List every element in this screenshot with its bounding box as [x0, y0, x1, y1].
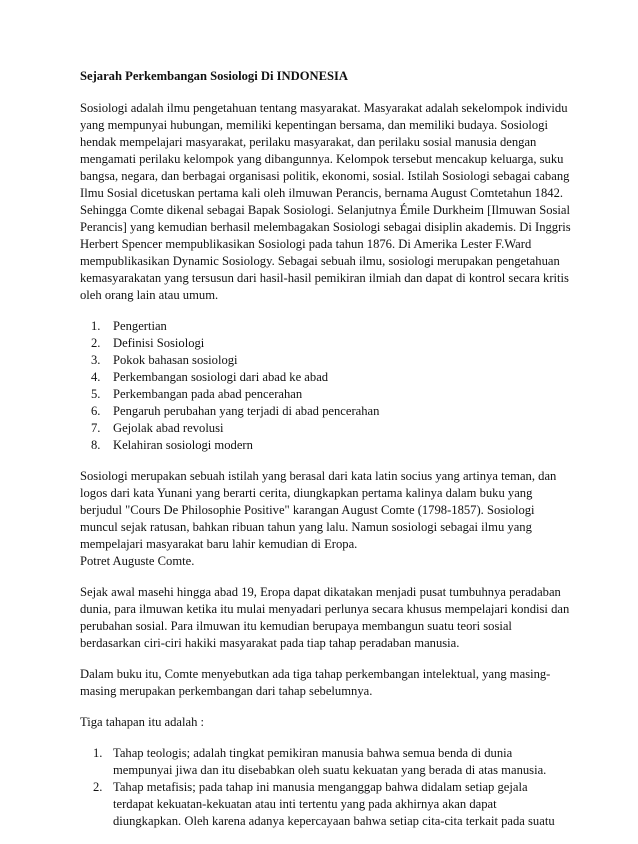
photo-caption: Potret Auguste Comte.	[80, 554, 195, 568]
masehi-line: dunia, para ilmuwan ketika itu mulai menyadari perlunya secara khusus mempelajari kondisi dan	[80, 602, 570, 616]
outline-text: Kelahiran sosiologi modern	[113, 438, 253, 452]
stage-item	[80, 779, 568, 830]
origin-line: mempelajari masyarakat baru lahir kemudian di Eropa.	[80, 537, 358, 551]
outline-item	[80, 369, 568, 386]
outline-number: 7.	[91, 421, 101, 435]
outline-text: Definisi Sosiologi	[113, 336, 205, 350]
stage-line: diungkapkan. Oleh karena adanya kepercayaan bahwa setiap cita-cita terkait pada suatu	[113, 814, 555, 828]
stage-line: mempunyai jiwa dan itu disebabkan oleh suatu kekuatan yang berada di atas manusia.	[113, 763, 547, 777]
stage-number: 2.	[93, 780, 103, 794]
masehi-paragraph	[80, 584, 568, 652]
outline-text: Perkembangan pada abad pencerahan	[113, 387, 303, 401]
outline-number: 6.	[91, 404, 101, 418]
outline-item	[80, 420, 568, 437]
outline-number: 5.	[91, 387, 101, 401]
masehi-line: Sejak awal masehi hingga abad 19, Eropa dapat dikatakan menjadi pusat tumbuhnya peradaban	[80, 585, 561, 599]
intro-line: Ilmu Sosial dicetuskan pertama kali oleh ilmuwan Perancis, bernama August Comtetahun 1842.	[80, 186, 564, 200]
stage-line: terdapat kekuatan-kekuatan atau inti tertentu yang pada akhirnya akan dapat	[113, 797, 497, 811]
origin-line: logos dari kata Yunani yang berarti cerita, diungkapkan pertama kalinya dalam buku yang	[80, 486, 533, 500]
outline-item	[80, 386, 568, 403]
outline-item	[80, 335, 568, 352]
intro-line: Herbert Spencer mempublikasikan Sosiologi pada tahun 1876. Di Amerika Lester F.Ward	[80, 237, 532, 251]
comte-line: masing merupakan perkembangan dari tahap sebelumnya.	[80, 684, 373, 698]
intro-line: Perancis] yang kemudian berhasil melembagakan Sosiologi sebagai disiplin akademis. Di Inggris	[80, 220, 571, 234]
outline-text: Pokok bahasan sosiologi	[113, 353, 238, 367]
stages-intro: Tiga tahapan itu adalah :	[80, 715, 205, 729]
outline-number: 4.	[91, 370, 101, 384]
outline-text: Perkembangan sosiologi dari abad ke abad	[113, 370, 329, 384]
outline-item	[80, 403, 568, 420]
intro-line: Sosiologi adalah ilmu pengetahuan tentang masyarakat. Masyarakat adalah sekelompok individu	[80, 101, 568, 115]
intro-line: kemasyarakatan yang tersusun dari hasil-hasil pemikiran ilmiah dan dapat di kontrol secara kritis	[80, 271, 569, 285]
stage-line: Tahap teologis; adalah tingkat pemikiran manusia bahwa semua benda di dunia	[113, 746, 513, 760]
intro-line: hendak mempelajari masyarakat, perilaku masyarakat, dan perilaku sosial manusia dengan	[80, 135, 537, 149]
stage-item	[80, 745, 568, 779]
origin-line: berjudul "Cours De Philosophie Positive" karangan August Comte (1798-1857). Sosiologi	[80, 503, 535, 517]
document-title: Sejarah Perkembangan Sosiologi Di INDONESIA	[80, 69, 348, 83]
origin-paragraph	[80, 468, 568, 570]
origin-line: Sosiologi merupakan sebuah istilah yang berasal dari kata latin socius yang artinya teman, dan	[80, 469, 557, 483]
intro-line: mempublikasikan Dynamic Sosiology. Sebagai sebuah ilmu, sosiologi merupakan pengetahuan	[80, 254, 560, 268]
intro-line: bangsa, negara, dan berbagai organisasi politik, ekonomi, sosial. Istilah Sosiologi sebagai cabang	[80, 169, 570, 183]
comte-paragraph	[80, 666, 568, 700]
outline-text: Pengertian	[113, 319, 167, 333]
comte-line: Dalam buku itu, Comte menyebutkan ada tiga tahap perkembangan intelektual, yang masing-	[80, 667, 551, 681]
intro-line: oleh orang lain atau umum.	[80, 288, 219, 302]
intro-line: yang mempunyai hubungan, memiliki kepentingan bersama, dan memiliki budaya. Sosiologi	[80, 118, 548, 132]
outline-number: 2.	[91, 336, 101, 350]
stage-line: Tahap metafisis; pada tahap ini manusia menganggap bahwa didalam setiap gejala	[113, 780, 528, 794]
outline-number: 3.	[91, 353, 101, 367]
document-body	[80, 68, 571, 844]
masehi-line: perubahan sosial. Para ilmuwan itu kemudian berupaya membangun suatu teori sosial	[80, 619, 512, 633]
intro-paragraph	[80, 100, 571, 304]
outline-number: 1.	[91, 319, 101, 333]
outline-text: Gejolak abad revolusi	[113, 421, 224, 435]
outline-number: 8.	[91, 438, 101, 452]
stage-number: 1.	[93, 746, 103, 760]
outline-item	[80, 352, 568, 369]
outline-item	[80, 437, 568, 454]
origin-line: muncul sejak ratusan, bahkan ribuan tahun yang lalu. Namun sosiologi sebagai ilmu yang	[80, 520, 532, 534]
intro-line: Sehingga Comte dikenal sebagai Bapak Sosiologi. Selanjutnya Émile Durkheim [Ilmuwan Sosial	[80, 203, 571, 217]
stages-list	[80, 745, 568, 830]
intro-line: mengamati perilaku kelompok yang dibangunnya. Kelompok tersebut mencakup keluarga, suku	[80, 152, 564, 166]
outline-item	[80, 318, 568, 335]
outline-text: Pengaruh perubahan yang terjadi di abad pencerahan	[113, 404, 380, 418]
masehi-line: berdasarkan ciri-ciri hakiki masyarakat pada tiap tahap peradaban manusia.	[80, 636, 460, 650]
outline-list	[80, 318, 568, 454]
